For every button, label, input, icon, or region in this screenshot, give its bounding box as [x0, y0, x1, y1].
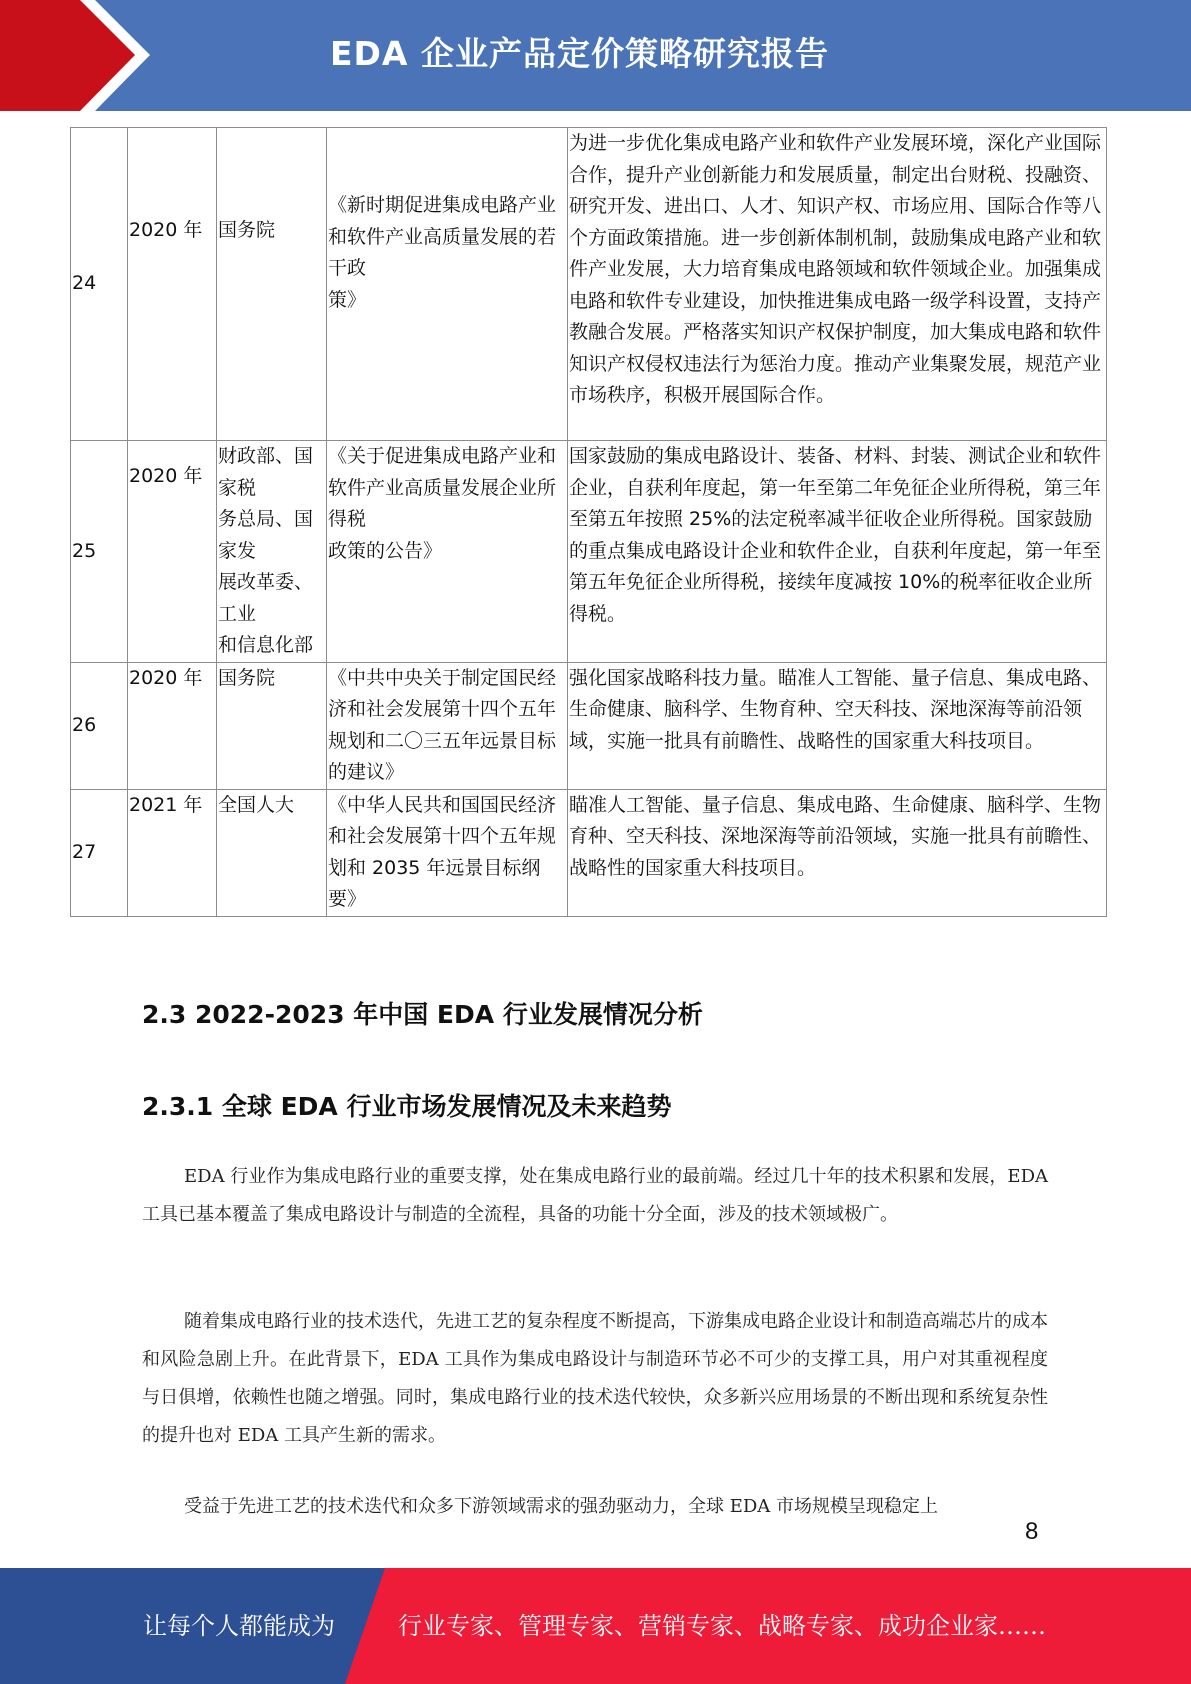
row-document: 《中华人民共和国国民经济和社会发展第十四个五年规划和 2035 年远景目标纲要》: [327, 789, 568, 916]
page-footer: [0, 1568, 1191, 1684]
row-number: 25: [71, 441, 128, 663]
table-row: [71, 128, 1107, 441]
footer-slogan-left: 让每个人都能成为: [143, 1612, 335, 1640]
page-header: [0, 0, 1191, 111]
body-paragraph: 受益于先进工艺的技术迭代和众多下游领域需求的强劲驱动力，全球 EDA 市场规模呈现稳定上: [184, 1496, 939, 1517]
section-heading: 2.3 2022-2023 年中国 EDA 行业发展情况分析: [142, 1000, 703, 1029]
row-year: 2020 年: [128, 662, 217, 789]
body-paragraph: 随着集成电路行业的技术迭代，先进工艺的复杂程度不断提高，下游集成电路企业设计和制造高端芯片的成本和风险急剧上升。在此背景下，EDA 工具作为集成电路设计与制造环节必不可少的支撑工具，用户对其重视程度与日俱增，依赖性也随之增强。同时，集成电路行业的技术迭代较快，众多新兴应用场景的不断出现和系统复杂性的提升也对 EDA 工具产生新的需求。: [142, 1311, 1048, 1446]
row-issuer: 财政部、国家税 务总局、国家发 展改革委、工业 和信息化部: [217, 441, 327, 663]
row-content: 强化国家战略科技力量。瞄准人工智能、量子信息、集成电路、生命健康、脑科学、生物育种、空天科技、深地深海等前沿领域，实施一批具有前瞻性、战略性的国家重大科技项目。: [568, 662, 1107, 789]
row-document: 《中共中央关于制定国民经济和社会发展第十四个五年规划和二〇三五年远景目标的建议》: [327, 662, 568, 789]
row-year: 2020 年: [128, 128, 217, 441]
row-document: 《关于促进集成电路产业和软件产业高质量发展企业所得税 政策的公告》: [327, 441, 568, 663]
row-issuer: 国务院: [217, 662, 327, 789]
table-row: [71, 789, 1107, 916]
table-row: [71, 441, 1107, 663]
policy-table: [70, 127, 1107, 917]
row-number: 27: [71, 789, 128, 916]
row-year: 2020 年: [128, 441, 217, 663]
table-row: [71, 662, 1107, 789]
row-content: 国家鼓励的集成电路设计、装备、材料、封装、测试企业和软件企业，自获利年度起，第一年至第二年免征企业所得税，第三年至第五年按照 25%的法定税率减半征收企业所得税。国家鼓励的重点集成电路设计企业和软件企业，自获利年度起，第一年至第五年免征企业所得税，接续年度减按 10%的税率征收企业所得税。: [568, 441, 1107, 663]
row-document: 《新时期促进集成电路产业和软件产业高质量发展的若干政 策》: [327, 128, 568, 441]
row-content: 为进一步优化集成电路产业和软件产业发展环境，深化产业国际合作，提升产业创新能力和发展质量，制定出台财税、投融资、研究开发、进出口、人才、知识产权、市场应用、国际合作等八个方面政策措施。进一步创新体制机制，鼓励集成电路产业和软件产业发展，大力培育集成电路领域和软件领域企业。加强集成电路和软件专业建设，加快推进集成电路一级学科设置，支持产教融合发展。严格落实知识产权保护制度，加大集成电路和软件知识产权侵权违法行为惩治力度。推动产业集聚发展，规范产业市场秩序，积极开展国际合作。: [568, 128, 1107, 441]
page-number: 8: [1025, 1518, 1039, 1545]
footer-slogan-right: 行业专家、管理专家、营销专家、战略专家、成功企业家……: [398, 1612, 1046, 1640]
row-content: 瞄准人工智能、量子信息、集成电路、生命健康、脑科学、生物育种、空天科技、深地深海等前沿领域，实施一批具有前瞻性、战略性的国家重大科技项目。: [568, 789, 1107, 916]
row-issuer: 国务院: [217, 128, 327, 441]
row-number: 24: [71, 128, 128, 441]
report-title: EDA 企业产品定价策略研究报告: [330, 34, 829, 73]
row-year: 2021 年: [128, 789, 217, 916]
subsection-heading: 2.3.1 全球 EDA 行业市场发展情况及未来趋势: [142, 1092, 672, 1121]
body-paragraph: EDA 行业作为集成电路行业的重要支撑，处在集成电路行业的最前端。经过几十年的技术积累和发展，EDA 工具已基本覆盖了集成电路设计与制造的全流程，具备的功能十分全面，涉及的技术领域极广。: [142, 1166, 1048, 1225]
row-number: 26: [71, 662, 128, 789]
row-issuer: 全国人大: [217, 789, 327, 916]
